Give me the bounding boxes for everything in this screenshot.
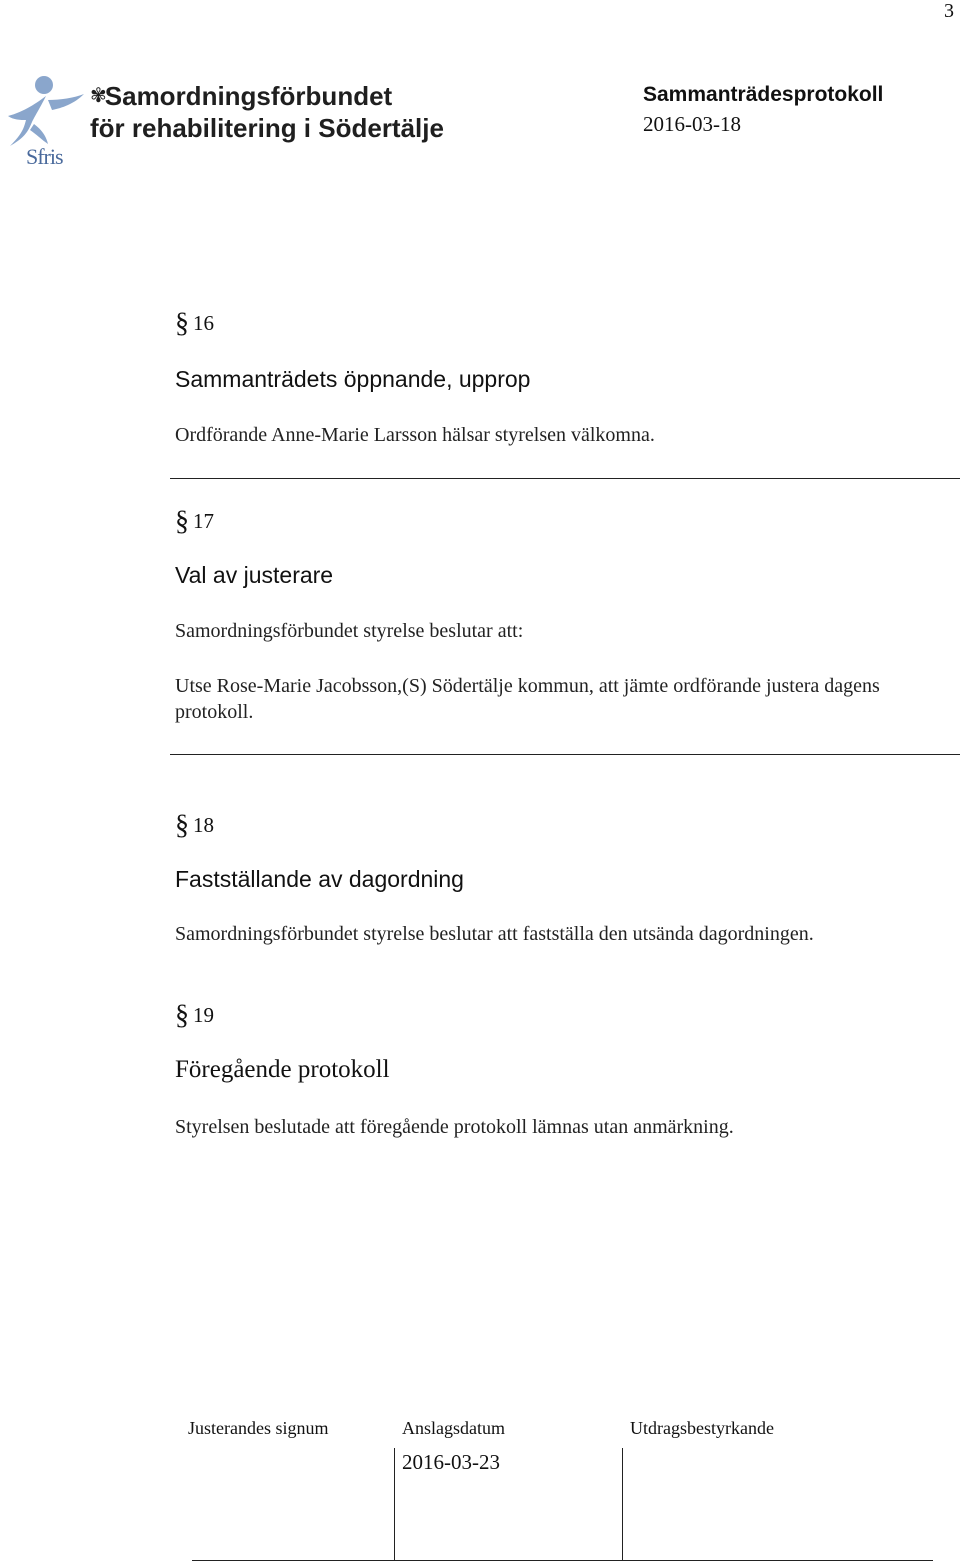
section-divider (170, 754, 960, 755)
section-title: Val av justerare (175, 562, 334, 588)
section-sign-icon: § (175, 308, 189, 339)
section-paragraph: Utse Rose-Marie Jacobsson,(S) Södertälje kommun, att jämte ordförande justera dagens protokoll. (175, 675, 880, 723)
section-paragraph: Ordförande Anne-Marie Larsson hälsar styrelsen välkomna. (175, 424, 655, 446)
document-date: 2016-03-18 (643, 112, 741, 136)
sfris-logo (4, 74, 88, 174)
signum-label: Justerandes signum (188, 1418, 329, 1438)
section-number: § 18 (175, 810, 214, 841)
page-number: 3 (944, 0, 954, 22)
section-paragraph: Styrelsen beslutade att föregående protokoll lämnas utan anmärkning. (175, 1116, 734, 1138)
document-type: Sammanträdesprotokoll (643, 83, 884, 106)
section-paragraph: Samordningsförbundet styrelse beslutar att: (175, 620, 524, 642)
footer-divider (622, 1448, 623, 1561)
anslagsdatum-label: Anslagsdatum (402, 1418, 505, 1438)
section-title: Sammanträdets öppnande, upprop (175, 366, 531, 392)
section-number: § 19 (175, 1000, 214, 1031)
footer-divider (394, 1448, 395, 1561)
section-sign-icon: § (175, 506, 189, 537)
flower-icon: ✾ (90, 85, 107, 107)
org-name-line2: för rehabilitering i Södertälje (90, 113, 444, 143)
section-title: Föregående protokoll (175, 1056, 390, 1083)
footer-bottom-rule (192, 1560, 933, 1561)
section-paragraph: Samordningsförbundet styrelse beslutar att fastställa den utsända dagordningen. (175, 923, 814, 945)
section-title: Fastställande av dagordning (175, 866, 464, 892)
utdragsbestyrkande-label: Utdragsbestyrkande (630, 1418, 774, 1438)
section-sign-icon: § (175, 810, 189, 841)
organization-name (90, 80, 444, 144)
anslagsdatum-value: 2016-03-23 (402, 1450, 500, 1474)
section-number: § 17 (175, 506, 214, 537)
logo-text: Sfris (26, 144, 63, 169)
section-number: § 16 (175, 308, 214, 339)
org-name-line1: Samordningsförbundet (104, 81, 393, 111)
section-sign-icon: § (175, 1000, 189, 1031)
section-divider (170, 478, 960, 479)
